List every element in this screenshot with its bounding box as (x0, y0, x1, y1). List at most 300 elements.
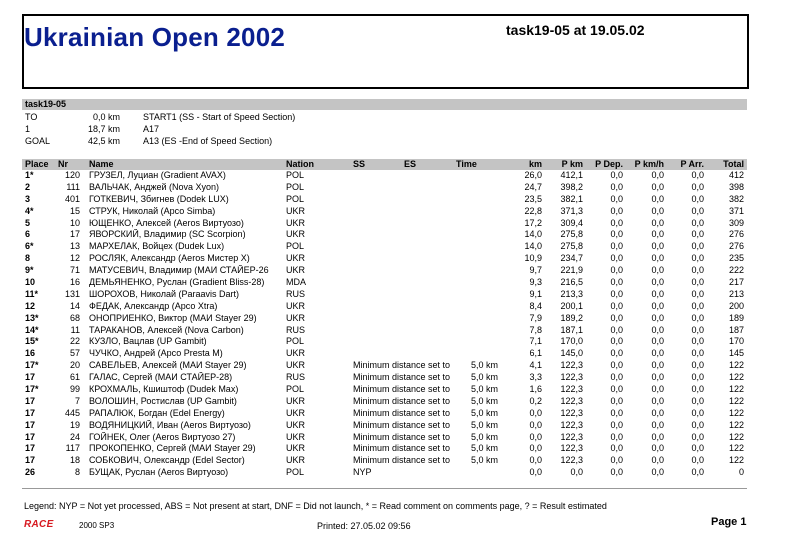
cell-nation: UKR (286, 419, 306, 430)
cell-place: 17 (25, 419, 36, 430)
cell-km: 0,0 (529, 443, 542, 454)
table-row (22, 289, 747, 301)
cell-nation: POL (286, 241, 305, 252)
cell-total: 122 (728, 384, 744, 395)
cell-total: 222 (728, 265, 744, 276)
cell-pilot-name: РАПАЛЮК, Богдан (Edel Energy) (89, 407, 225, 418)
cell-place: 15* (25, 336, 39, 347)
cell-nr: 61 (69, 372, 80, 383)
cell-p-dep: 0,0 (610, 288, 623, 299)
cell-remark-distance: 5,0 km (470, 443, 498, 454)
cell-km: 0,0 (529, 431, 542, 442)
cell-km: 14,0 (524, 241, 542, 252)
cell-p-dep: 0,0 (610, 360, 623, 371)
cell-place: 16 (25, 348, 36, 359)
cell-p-dep: 0,0 (610, 384, 623, 395)
cell-remark: NYP (353, 467, 372, 478)
table-row (22, 277, 747, 289)
cell-pilot-name: ГОЙНЕК, Олег (Aeros Виртуозо 27) (89, 431, 236, 442)
table-row (22, 241, 747, 253)
cell-total: 309 (728, 217, 744, 228)
cell-place: 5 (25, 217, 31, 228)
cell-p-km: 145,0 (560, 348, 583, 359)
cell-nation: POL (286, 170, 305, 180)
cell-remark: Minimum distance set to (353, 431, 451, 442)
cell-nation: UKR (286, 217, 306, 228)
cell-p-kmh: 0,0 (651, 193, 664, 204)
route-description: START1 (SS - Start of Speed Section) (143, 112, 296, 122)
cell-p-arr: 0,0 (691, 443, 704, 454)
table-row (22, 336, 747, 348)
cell-nr: 24 (69, 431, 80, 442)
cell-p-kmh: 0,0 (651, 336, 664, 347)
cell-nation: UKR (286, 455, 306, 466)
cell-nr: 20 (69, 360, 80, 371)
cell-p-dep: 0,0 (610, 324, 623, 335)
cell-total: 122 (728, 360, 744, 371)
cell-km: 17,2 (524, 217, 542, 228)
cell-nr: 18 (69, 455, 80, 466)
table-row (22, 384, 747, 396)
cell-remark: Minimum distance set to (353, 372, 451, 383)
cell-pilot-name: МАРХЕЛАК, Войцех (Dudek Lux) (89, 241, 225, 252)
table-row (22, 420, 747, 432)
col-header-km: km (528, 159, 542, 169)
cell-place: 17 (25, 395, 36, 406)
cell-pilot-name: БУЩАК, Руслан (Aeros Виртуозо) (89, 467, 229, 478)
cell-p-kmh: 0,0 (651, 265, 664, 276)
cell-pilot-name: ФЕДАК, Александр (Арсо Xtra) (89, 300, 218, 311)
cell-total: 382 (728, 193, 744, 204)
cell-km: 9,7 (529, 265, 542, 276)
cell-remark: Minimum distance set to (353, 384, 451, 395)
cell-p-kmh: 0,0 (651, 181, 664, 192)
cell-place: 17 (25, 455, 36, 466)
cell-p-dep: 0,0 (610, 193, 623, 204)
col-header-p-km: P km (561, 159, 583, 169)
cell-pilot-name: САВЕЛЬЕВ, Алексей (МАИ Stayer 29) (89, 360, 247, 371)
cell-p-kmh: 0,0 (651, 170, 664, 180)
cell-p-km: 189,2 (560, 312, 583, 323)
cell-nr: 10 (69, 217, 80, 228)
cell-p-km: 0,0 (570, 467, 583, 478)
cell-km: 1,6 (529, 384, 542, 395)
cell-p-arr: 0,0 (691, 253, 704, 264)
cell-remark-distance: 5,0 km (470, 455, 498, 466)
cell-p-km: 122,3 (560, 455, 583, 466)
cell-p-kmh: 0,0 (651, 277, 664, 288)
cell-p-arr: 0,0 (691, 265, 704, 276)
cell-p-dep: 0,0 (610, 443, 623, 454)
table-row (22, 455, 747, 467)
cell-pilot-name: РОСЛЯК, Александр (Aeros Мистер X) (89, 253, 250, 264)
cell-p-dep: 0,0 (610, 205, 623, 216)
cell-p-km: 234,7 (560, 253, 583, 264)
cell-nr: 445 (64, 407, 80, 418)
cell-place: 17 (25, 407, 36, 418)
cell-p-kmh: 0,0 (651, 205, 664, 216)
cell-nation: UKR (286, 205, 306, 216)
table-row (22, 467, 747, 479)
cell-total: 213 (728, 288, 744, 299)
cell-pilot-name: МАТУСЕВИЧ, Владимир (МАИ СТАЙЕР-26 (89, 265, 269, 276)
cell-p-arr: 0,0 (691, 419, 704, 430)
cell-p-km: 170,0 (560, 336, 583, 347)
cell-p-dep: 0,0 (610, 241, 623, 252)
cell-p-km: 216,5 (560, 277, 583, 288)
table-row (22, 325, 747, 337)
cell-nation: UKR (286, 229, 306, 240)
route-distance: 18,7 km (87, 124, 120, 134)
cell-p-arr: 0,0 (691, 312, 704, 323)
cell-p-arr: 0,0 (691, 193, 704, 204)
cell-total: 398 (728, 181, 744, 192)
cell-km: 10,9 (524, 253, 542, 264)
cell-p-arr: 0,0 (691, 372, 704, 383)
cell-place: 12 (25, 300, 36, 311)
cell-total: 122 (728, 372, 744, 383)
col-header-nation: Nation (286, 159, 314, 169)
cell-p-km: 371,3 (560, 205, 583, 216)
cell-p-kmh: 0,0 (651, 419, 664, 430)
cell-p-arr: 0,0 (691, 205, 704, 216)
cell-p-dep: 0,0 (610, 253, 623, 264)
cell-remark: Minimum distance set to (353, 407, 451, 418)
cell-remark-distance: 5,0 km (470, 395, 498, 406)
page-number: Page 1 (711, 516, 747, 528)
table-row (22, 348, 747, 360)
table-row (22, 443, 747, 455)
cell-nr: 14 (69, 300, 80, 311)
cell-p-arr: 0,0 (691, 229, 704, 240)
cell-p-km: 412,1 (560, 170, 583, 180)
cell-p-arr: 0,0 (691, 455, 704, 466)
cell-p-km: 122,3 (560, 360, 583, 371)
table-row (22, 265, 747, 277)
cell-nr: 131 (64, 288, 80, 299)
route-label: GOAL (25, 136, 51, 146)
table-row (22, 301, 747, 313)
cell-nation: UKR (286, 300, 306, 311)
report-subtitle: task19-05 at 19.05.02 (506, 22, 645, 38)
cell-nation: RUS (286, 324, 306, 335)
cell-nation: POL (286, 336, 305, 347)
cell-p-dep: 0,0 (610, 455, 623, 466)
cell-p-kmh: 0,0 (651, 288, 664, 299)
cell-p-km: 275,8 (560, 229, 583, 240)
cell-nation: UKR (286, 395, 306, 406)
cell-nr: 99 (69, 384, 80, 395)
cell-remark-distance: 5,0 km (470, 360, 498, 371)
cell-total: 276 (728, 241, 744, 252)
cell-remark-distance: 5,0 km (470, 384, 498, 395)
cell-p-kmh: 0,0 (651, 229, 664, 240)
cell-km: 0,0 (529, 455, 542, 466)
report-title: Ukrainian Open 2002 (24, 22, 286, 52)
cell-nation: RUS (286, 372, 306, 383)
cell-nr: 120 (64, 170, 80, 180)
cell-p-kmh: 0,0 (651, 384, 664, 395)
cell-km: 7,1 (529, 336, 542, 347)
cell-p-km: 309,4 (560, 217, 583, 228)
col-header-ss: SS (353, 159, 366, 169)
cell-place: 13* (25, 312, 39, 323)
cell-pilot-name: КРОХМАЛЬ, Кшиштоф (Dudek Max) (89, 384, 239, 395)
cell-pilot-name: ЮЩЕНКО, Алексей (Aeros Виртуозо) (89, 217, 244, 228)
cell-p-arr: 0,0 (691, 407, 704, 418)
cell-p-km: 122,3 (560, 395, 583, 406)
table-row (22, 408, 747, 420)
cell-p-kmh: 0,0 (651, 431, 664, 442)
cell-p-arr: 0,0 (691, 336, 704, 347)
cell-p-arr: 0,0 (691, 348, 704, 359)
route-label: 1 (25, 124, 31, 134)
cell-pilot-name: ДЕМЬЯНЕНКО, Руслан (Gradient Bliss-28) (89, 277, 265, 288)
cell-nation: UKR (286, 407, 306, 418)
table-row (22, 229, 747, 241)
cell-p-dep: 0,0 (610, 312, 623, 323)
cell-nr: 8 (74, 467, 80, 478)
cell-nr: 7 (74, 395, 80, 406)
software-version: 2000 SP3 (79, 521, 115, 530)
cell-nr: 117 (65, 443, 80, 454)
cell-p-kmh: 0,0 (651, 312, 664, 323)
cell-km: 24,7 (524, 181, 542, 192)
cell-nation: POL (286, 193, 305, 204)
cell-km: 0,0 (529, 419, 542, 430)
cell-p-dep: 0,0 (610, 277, 623, 288)
cell-nation: UKR (286, 312, 306, 323)
cell-place: 3 (25, 193, 31, 204)
cell-p-arr: 0,0 (691, 324, 704, 335)
cell-p-arr: 0,0 (691, 288, 704, 299)
cell-remark: Minimum distance set to (353, 360, 451, 371)
cell-remark-distance: 5,0 km (470, 419, 498, 430)
cell-nation: UKR (286, 253, 306, 264)
cell-km: 22,8 (524, 205, 542, 216)
cell-place: 8 (25, 253, 31, 264)
cell-total: 217 (728, 277, 744, 288)
cell-nation: UKR (286, 360, 306, 371)
cell-km: 9,1 (529, 288, 542, 299)
col-header-place: Place (25, 159, 49, 169)
cell-p-km: 275,8 (560, 241, 583, 252)
cell-place: 4* (25, 205, 34, 216)
cell-total: 170 (728, 336, 744, 347)
cell-p-dep: 0,0 (610, 407, 623, 418)
printed-date: Printed: 27.05.02 09:56 (317, 521, 411, 531)
cell-nation: UKR (286, 265, 306, 276)
cell-pilot-name: ВАЛЬЧАК, Анджей (Nova Xyon) (89, 181, 220, 192)
results-body (22, 170, 747, 479)
route-distance: 0,0 km (92, 112, 120, 122)
cell-pilot-name: ВОЛОШИН, Ростислав (UP Gambit) (89, 395, 237, 406)
cell-nation: MDA (286, 277, 306, 288)
cell-p-kmh: 0,0 (651, 360, 664, 371)
cell-remark-distance: 5,0 km (470, 431, 498, 442)
cell-p-arr: 0,0 (691, 300, 704, 311)
cell-p-kmh: 0,0 (651, 395, 664, 406)
cell-p-kmh: 0,0 (651, 443, 664, 454)
cell-p-kmh: 0,0 (651, 455, 664, 466)
cell-km: 9,3 (529, 277, 542, 288)
cell-p-dep: 0,0 (610, 336, 623, 347)
col-header-time: Time (456, 159, 477, 169)
cell-p-km: 221,9 (560, 265, 583, 276)
cell-total: 122 (728, 455, 744, 466)
col-header-p-dep: P Dep. (595, 159, 623, 169)
cell-p-arr: 0,0 (691, 395, 704, 406)
cell-place: 11* (25, 288, 39, 299)
results-header-row (22, 159, 747, 170)
cell-remark: Minimum distance set to (353, 455, 451, 466)
cell-km: 0,0 (529, 407, 542, 418)
cell-p-dep: 0,0 (610, 229, 623, 240)
cell-p-dep: 0,0 (610, 419, 623, 430)
cell-p-dep: 0,0 (610, 395, 623, 406)
cell-total: 0 (738, 467, 744, 478)
cell-p-km: 122,3 (560, 431, 583, 442)
cell-nation: UKR (286, 443, 306, 454)
cell-nr: 22 (69, 336, 80, 347)
cell-p-kmh: 0,0 (651, 253, 664, 264)
cell-pilot-name: ПРОКОПЕНКО, Сергей (МАИ Stayer 29) (89, 443, 256, 454)
cell-nation: POL (286, 384, 305, 395)
cell-km: 7,9 (529, 312, 542, 323)
col-header-es: ES (404, 159, 417, 169)
table-row (22, 372, 747, 384)
race-logo: RACE (24, 519, 54, 530)
cell-p-arr: 0,0 (691, 170, 704, 180)
cell-p-kmh: 0,0 (651, 241, 664, 252)
cell-pilot-name: ВОДЯНИЦКИЙ, Иван (Aeros Виртуозо) (89, 419, 251, 430)
cell-place: 17* (25, 384, 39, 395)
cell-p-dep: 0,0 (610, 181, 623, 192)
cell-nr: 12 (69, 253, 80, 264)
cell-p-arr: 0,0 (691, 384, 704, 395)
col-header-p-arr: P Arr. (680, 159, 704, 169)
cell-p-km: 213,3 (560, 288, 583, 299)
cell-nr: 68 (69, 312, 80, 323)
cell-p-dep: 0,0 (610, 265, 623, 276)
cell-remark: Minimum distance set to (353, 419, 451, 430)
cell-pilot-name: ОНОПРИЕНКО, Виктор (МАИ Stayer 29) (89, 312, 257, 323)
cell-place: 2 (25, 181, 31, 192)
cell-km: 3,3 (529, 372, 542, 383)
table-row (22, 313, 747, 325)
cell-p-dep: 0,0 (610, 431, 623, 442)
cell-place: 26 (25, 467, 36, 478)
cell-place: 10 (25, 277, 36, 288)
cell-nation: UKR (286, 348, 306, 359)
cell-remark: Minimum distance set to (353, 443, 451, 454)
col-header-p-kmh: P km/h (634, 159, 664, 169)
cell-total: 122 (728, 431, 744, 442)
cell-p-arr: 0,0 (691, 360, 704, 371)
cell-total: 371 (728, 205, 744, 216)
cell-km: 4,1 (529, 360, 542, 371)
route-description: A13 (ES -End of Speed Section) (143, 136, 273, 146)
cell-total: 145 (728, 348, 744, 359)
cell-place: 6* (25, 241, 34, 252)
cell-nr: 401 (64, 193, 80, 204)
cell-p-dep: 0,0 (610, 348, 623, 359)
cell-p-dep: 0,0 (610, 300, 623, 311)
cell-p-kmh: 0,0 (651, 324, 664, 335)
cell-place: 6 (25, 229, 31, 240)
cell-p-arr: 0,0 (691, 467, 704, 478)
cell-nation: UKR (286, 431, 306, 442)
task-name-bar: task19-05 (22, 99, 747, 110)
cell-p-dep: 0,0 (610, 467, 623, 478)
cell-p-km: 382,1 (560, 193, 583, 204)
cell-km: 23,5 (524, 193, 542, 204)
cell-total: 276 (728, 229, 744, 240)
cell-km: 8,4 (529, 300, 542, 311)
cell-pilot-name: КУЗЛО, Вацлав (UP Gambit) (89, 336, 207, 347)
col-header-total: Total (723, 159, 744, 169)
cell-total: 122 (728, 419, 744, 430)
cell-place: 14* (25, 324, 39, 335)
cell-nr: 111 (66, 181, 80, 192)
route-distance: 42,5 km (87, 136, 120, 146)
cell-pilot-name: ЯВОРСКИЙ, Владимир (SC Scorpion) (89, 229, 246, 240)
cell-p-arr: 0,0 (691, 181, 704, 192)
cell-nr: 11 (70, 324, 80, 335)
cell-place: 17* (25, 360, 39, 371)
cell-p-km: 200,1 (560, 300, 583, 311)
table-row (22, 360, 747, 372)
cell-total: 235 (728, 253, 744, 264)
cell-pilot-name: ТАРАКАНОВ, Алексей (Nova Carbon) (89, 324, 244, 335)
cell-nr: 17 (69, 229, 80, 240)
cell-p-kmh: 0,0 (651, 217, 664, 228)
cell-total: 412 (728, 170, 744, 180)
table-row (22, 170, 747, 182)
cell-pilot-name: ГРУЗЕЛ, Луциан (Gradient AVAX) (89, 170, 226, 180)
cell-p-dep: 0,0 (610, 217, 623, 228)
cell-total: 122 (728, 443, 744, 454)
col-header-nr: Nr (58, 159, 69, 169)
cell-p-kmh: 0,0 (651, 348, 664, 359)
cell-remark: Minimum distance set to (353, 395, 451, 406)
cell-p-kmh: 0,0 (651, 372, 664, 383)
cell-p-km: 398,2 (560, 181, 583, 192)
cell-total: 200 (728, 300, 744, 311)
table-row (22, 253, 747, 265)
cell-p-km: 122,3 (560, 384, 583, 395)
cell-km: 0,2 (529, 395, 542, 406)
route-label: TO (25, 112, 38, 122)
cell-pilot-name: ГОТКЕВИЧ, Збигнев (Dodek LUX) (89, 193, 229, 204)
table-row (22, 218, 747, 230)
cell-total: 187 (728, 324, 744, 335)
cell-nation: POL (286, 467, 305, 478)
cell-nr: 16 (69, 277, 80, 288)
cell-pilot-name: СТРУК, Николай (Арсо Simba) (89, 205, 216, 216)
cell-nr: 15 (69, 205, 80, 216)
cell-nr: 19 (69, 419, 80, 430)
cell-place: 9* (25, 265, 34, 276)
cell-p-dep: 0,0 (610, 372, 623, 383)
cell-pilot-name: ЧУЧКО, Андрей (Арсо Presta M) (89, 348, 223, 359)
cell-p-km: 187,1 (560, 324, 583, 335)
cell-p-arr: 0,0 (691, 277, 704, 288)
cell-p-km: 122,3 (560, 443, 583, 454)
cell-p-km: 122,3 (560, 372, 583, 383)
cell-km: 14,0 (524, 229, 542, 240)
cell-p-arr: 0,0 (691, 217, 704, 228)
